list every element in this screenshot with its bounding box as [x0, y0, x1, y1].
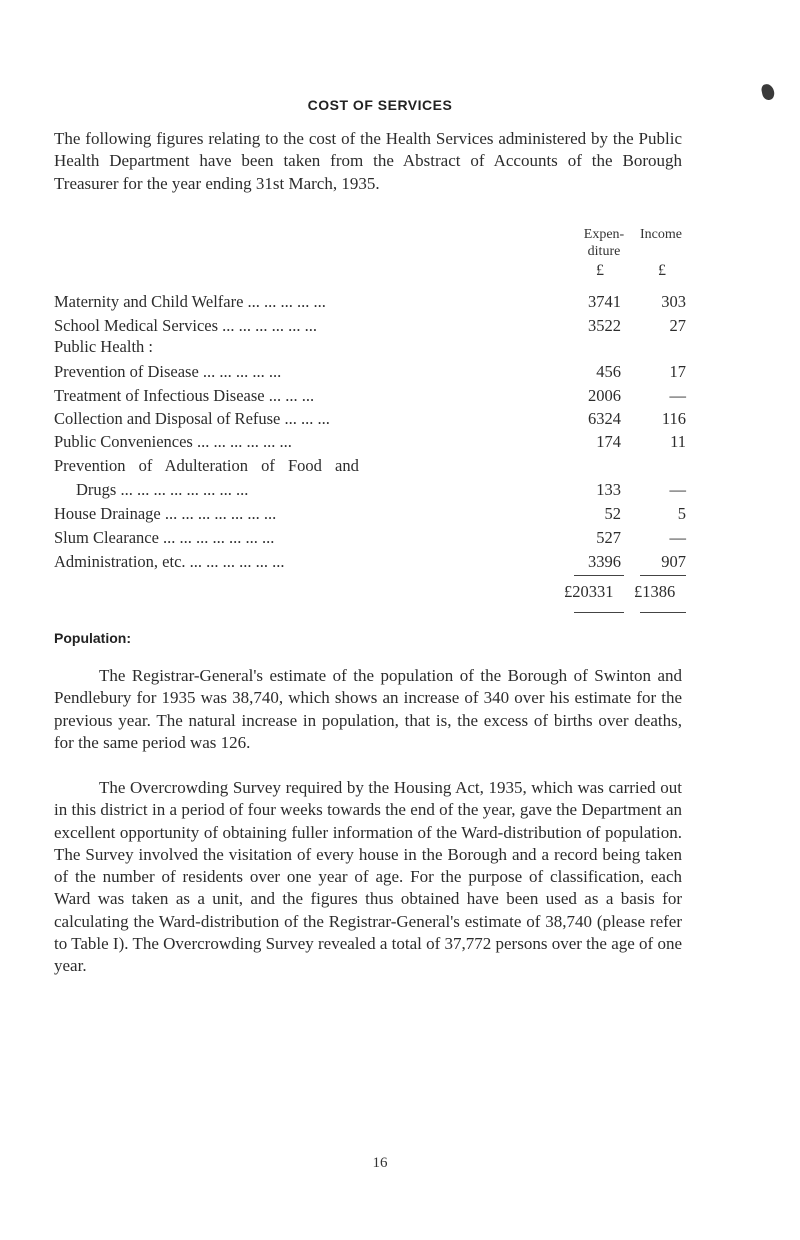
row-expenditure: 3522 [588, 316, 621, 335]
row-income: — [669, 528, 686, 547]
row-label: Administration, etc. ... ... ... ... ... ... [54, 552, 285, 571]
row-label: Maternity and Child Welfare ... ... ... ... ... [54, 292, 326, 311]
ink-blot-mark [760, 83, 775, 101]
row-income: — [669, 480, 686, 499]
row-expenditure: 174 [596, 432, 621, 451]
population-paragraph-1: The Registrar-General's estimate of the population of the Borough of Swinton and Pendlebury for 1935 was 38,740, which shows an increase of 340 over his estimate for the previous year. The natural increase in population, that is, the excess of births over deaths, for the same period was 126. [54, 666, 682, 752]
row-expenditure: 133 [596, 480, 621, 499]
row-label: Public Conveniences ... ... ... ... ... ... [54, 432, 292, 451]
income-column-header: Income [640, 227, 682, 242]
row-label: Treatment of Infectious Disease ... ... ... [54, 386, 315, 405]
table-row [54, 291, 686, 313]
expenditure-sum-rule [574, 575, 624, 576]
income-sum-rule [640, 575, 686, 576]
page-number: 16 [372, 1155, 388, 1171]
row-label: School Medical Services ... ... ... ... ... ... [54, 316, 318, 335]
expenditure-total-rule [574, 612, 624, 613]
expenditure-unit: £ [596, 262, 604, 279]
income-unit: £ [658, 262, 666, 279]
row-income: 27 [669, 316, 686, 335]
table-row [54, 408, 686, 430]
table-row [54, 527, 686, 549]
expenditure-header-line-2: diture [587, 244, 621, 259]
table-row [54, 503, 686, 525]
table-row [54, 431, 686, 453]
row-income: 5 [677, 504, 686, 523]
section-heading: COST OF SERVICES [307, 97, 453, 113]
row-expenditure: 527 [596, 528, 621, 547]
table-row [54, 361, 686, 383]
row-income: 907 [661, 552, 686, 571]
row-label: Prevention of Adulteration of Food and [54, 456, 359, 475]
row-income: 116 [661, 409, 686, 428]
row-expenditure: 3741 [588, 292, 621, 311]
row-label: Prevention of Disease ... ... ... ... ... [54, 362, 282, 381]
row-label: Public Health : [54, 337, 153, 356]
row-income: 303 [661, 292, 686, 311]
row-income: 11 [670, 432, 686, 451]
table-row [54, 479, 686, 501]
row-income: — [669, 386, 686, 405]
table-row [54, 551, 686, 573]
row-label: Collection and Disposal of Refuse ... ... ... [54, 409, 330, 428]
row-expenditure: 456 [596, 362, 621, 381]
row-label: Drugs ... ... ... ... ... ... ... ... [76, 480, 249, 499]
row-label: Slum Clearance ... ... ... ... ... ... ... [54, 528, 275, 547]
table-row [54, 455, 686, 477]
table-row [54, 315, 686, 337]
total-expenditure: £20331 [564, 582, 614, 601]
row-expenditure: 52 [604, 504, 621, 523]
income-total-rule [640, 612, 686, 613]
row-expenditure: 2006 [588, 386, 621, 405]
total-income: £1386 [634, 582, 676, 601]
row-income: 17 [669, 362, 686, 381]
row-expenditure: 6324 [588, 409, 621, 428]
expenditure-header-line-1: Expen- [583, 227, 625, 242]
intro-paragraph: The following figures relating to the cost of the Health Services administered by the Public Health Department have been taken from the Abstract of Accounts of the Borough Treasurer for the year ending 31st March, 1935. [54, 129, 682, 193]
row-label: House Drainage ... ... ... ... ... ... ... [54, 504, 277, 523]
table-row [54, 336, 686, 358]
expenditure-column-header [574, 226, 634, 260]
table-row [54, 385, 686, 407]
population-paragraph-2: The Overcrowding Survey required by the Housing Act, 1935, which was carried out in this district in a period of four weeks towards the end of the year, gave the Department an excellent opportunity of obtaining fuller information of the Ward-distribution of population. The Survey involved the visitation of every house in the Borough and a record being taken of the number of residents over one year of age. For the purpose of classification, each Ward was taken as a unit, and the figures thus obtained have been used as a basis for calculating the Ward-distribution of the Registrar-General's estimate of 38,740 (please refer to Table I). The Overcrowding Survey revealed a total of 37,772 persons over the age of one year. [54, 778, 682, 976]
row-expenditure: 3396 [588, 552, 621, 571]
population-heading: Population: [54, 630, 131, 646]
